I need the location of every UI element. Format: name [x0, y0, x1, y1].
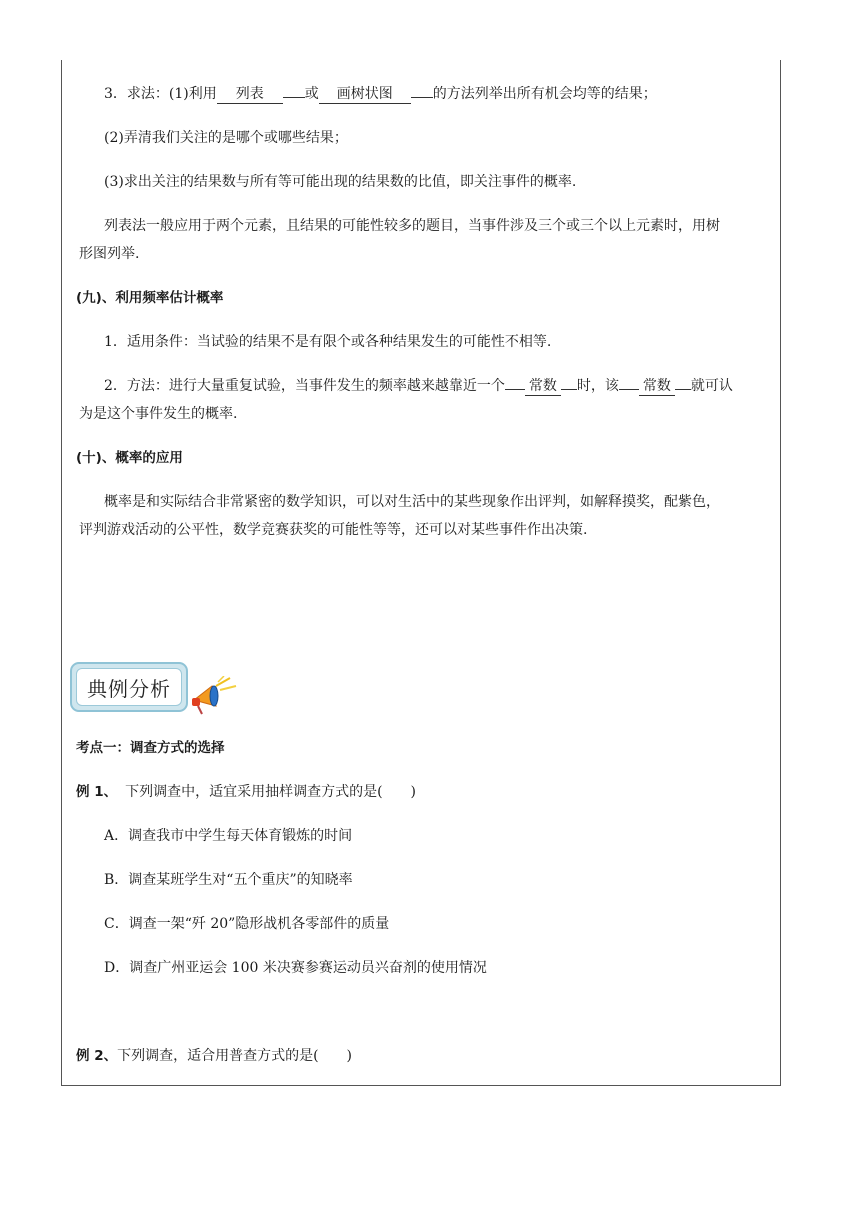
- sec10-paragraph-cont: 评判游戏活动的公平性，数学竞赛获奖的可能性等等，还可以对某些事件作出决策.: [79, 522, 588, 538]
- example-2-stem: 例 2、下列调查，适合用普查方式的是( ): [76, 1048, 353, 1064]
- section-10-heading: (十)、概率的应用: [76, 450, 183, 466]
- method-line: 3．求法：(1)利用 列表 或 画树状图 的方法列举出所有机会均等的结果；: [104, 86, 657, 102]
- sec9-condition: 1．适用条件：当试验的结果不是有限个或各种结果发生的可能性不相等.: [104, 334, 552, 350]
- example-analysis-badge: [70, 662, 188, 712]
- example-1-stem: 例 1、 下列调查中，适宜采用抽样调查方式的是( ): [76, 784, 417, 800]
- sec9-method: 2．方法：进行大量重复试验，当事件发生的频率越来越靠近一个 常数 时，该 常数 就可认: [104, 378, 733, 394]
- example-1-option-c: C．调查一架“歼 20”隐形战机各零部件的质量: [104, 916, 390, 932]
- list-method-note-cont: 形图列举.: [79, 246, 140, 262]
- sec9-method-cont: 为是这个事件发生的概率.: [79, 406, 238, 422]
- topic-1-heading: 考点一：调查方式的选择: [76, 740, 225, 756]
- method-step-2: (2)弄清我们关注的是哪个或哪些结果；: [104, 130, 348, 146]
- example-1-option-a: A．调查我市中学生每天体育锻炼的时间: [104, 828, 353, 844]
- fill-blank-4: 常数: [639, 378, 675, 396]
- badge-label: 典例分析: [76, 668, 182, 706]
- megaphone-icon: [190, 676, 240, 716]
- example-1-option-d: D．调查广州亚运会 100 米决赛参赛运动员兴奋剂的使用情况: [104, 960, 487, 976]
- example-1-option-b: B．调查某班学生对“五个重庆”的知晓率: [104, 872, 353, 888]
- fill-blank-3: 常数: [525, 378, 561, 396]
- fill-blank-1: 列表: [217, 86, 283, 104]
- sec10-paragraph: 概率是和实际结合非常紧密的数学知识，可以对生活中的某些现象作出评判，如解释摸奖，配紫色，: [104, 494, 720, 510]
- list-method-note: 列表法一般应用于两个元素，且结果的可能性较多的题目，当事件涉及三个或三个以上元素时，用树: [104, 218, 720, 234]
- method-step-3: (3)求出关注的结果数与所有等可能出现的结果数的比值，即关注事件的概率.: [104, 174, 577, 190]
- section-9-heading: (九)、利用频率估计概率: [76, 290, 224, 306]
- fill-blank-2: 画树状图: [319, 86, 411, 104]
